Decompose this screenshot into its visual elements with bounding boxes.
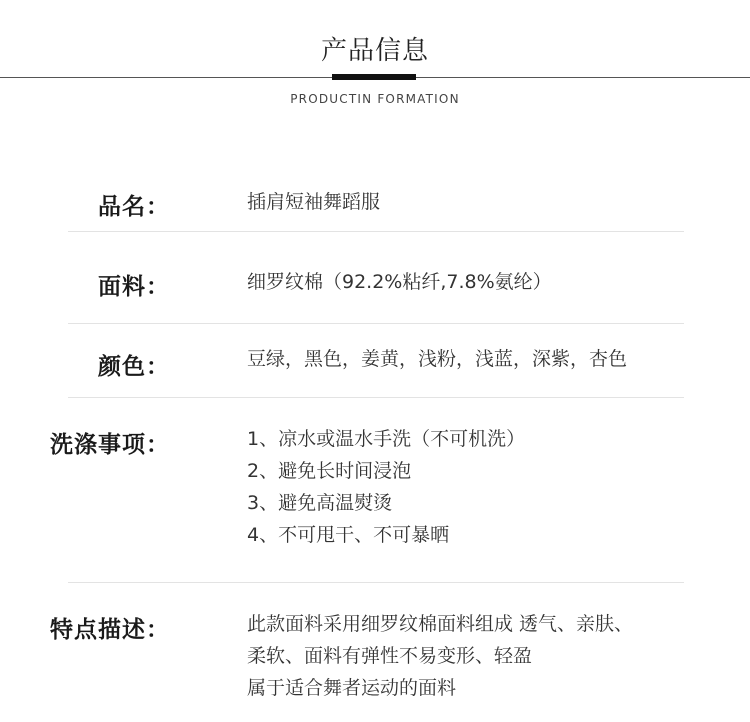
- value-line: 2、避免长时间浸泡: [247, 460, 412, 482]
- value-line: 细罗纹棉（92.2%粘纤,7.8%氨纶）: [247, 271, 552, 293]
- value-line: 插肩短袖舞蹈服: [247, 191, 381, 213]
- value-line: 属于适合舞者运动的面料: [247, 677, 457, 699]
- value-line: 1、凉水或温水手洗（不可机洗）: [247, 428, 526, 450]
- section-subtitle: PRODUCTIN FORMATION: [290, 92, 460, 106]
- value-washing: [247, 423, 525, 551]
- value-colors: [247, 343, 627, 375]
- label-product-name: 品名：: [98, 194, 170, 220]
- value-line: 此款面料采用细罗纹棉面料组成 透气、亲肤、: [247, 613, 634, 635]
- divider: [68, 397, 684, 398]
- header-accent-bar: [332, 74, 416, 80]
- label-fabric: 面料：: [98, 274, 170, 300]
- value-line: 3、避免高温熨烫: [247, 492, 393, 514]
- value-line: 豆绿，黑色，姜黄，浅粉，浅蓝，深紫，杏色: [247, 348, 628, 370]
- divider: [68, 582, 684, 583]
- value-fabric: [247, 266, 552, 298]
- value-product-name: [247, 186, 380, 218]
- section-header: [0, 0, 750, 120]
- label-features: 特点描述：: [50, 617, 170, 643]
- divider: [68, 323, 684, 324]
- label-colors: 颜色：: [98, 354, 170, 380]
- value-line: 柔软、面料有弹性不易变形、轻盈: [247, 645, 533, 667]
- divider: [68, 231, 684, 232]
- value-line: 4、不可甩干、不可暴晒: [247, 524, 450, 546]
- value-features: [247, 608, 633, 704]
- label-washing: 洗涤事项：: [50, 432, 170, 458]
- section-title: 产品信息: [320, 36, 429, 66]
